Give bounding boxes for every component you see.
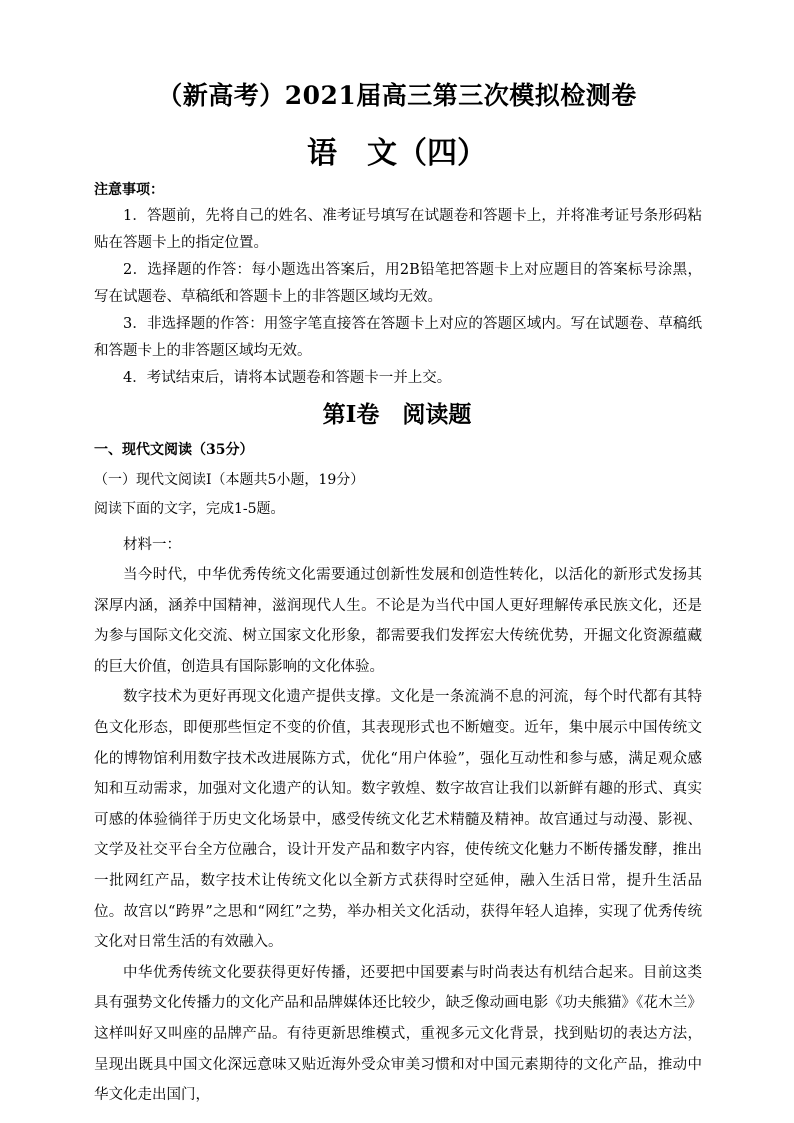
notice-item: 1．答题前，先将自己的姓名、准考证号填写在试题卷和答题卡上，并将准考证号条形码粘贴在答题卡上的指定位置。 [94, 208, 702, 251]
article-paragraph: 中华优秀传统文化要获得更好传播，还要把中国要素与时尚表达有机结合起来。目前这类具有强势文化传播力的文化产品和品牌媒体还比较少，缺乏像动画电影《功夫熊猫》《花木兰》这样叫好又叫座的品牌产品。有待更新思维模式，重视多元文化背景，找到贴切的表达方法，呈现出既具中国文化深远意味又贴近海外受众审美习惯和对中国元素期待的文化产品，推动中华文化走出国门， [94, 964, 702, 1104]
subject-title: 语 文（四） [307, 136, 487, 171]
part-heading: 一、现代文阅读（35分） [94, 442, 254, 458]
sub-heading: （一）现代文阅读Ⅰ（本题共5小题，19分） [94, 472, 365, 488]
notice-list [94, 203, 702, 392]
instruction: 阅读下面的文字，完成1-5题。 [94, 501, 285, 517]
notice-heading: 注意事项： [94, 182, 164, 198]
section-title: 第Ⅰ卷 阅读题 [322, 401, 472, 428]
notice-item: 4．考试结束后，请将本试题卷和答题卡一并上交。 [123, 370, 452, 386]
notice-item: 3．非选择题的作答：用签字笔直接答在答题卡上对应的答题区域内。写在试题卷、草稿纸和答题卡上的非答题区域均无效。 [94, 316, 702, 359]
article-body [94, 560, 702, 1111]
material-label: 材料一： [123, 537, 181, 553]
exam-title: （新高考）2021届高三第三次模拟检测卷 [157, 81, 637, 110]
article-paragraph: 当今时代，中华优秀传统文化需要通过创新性发展和创造性转化，以活化的新形式发扬其深厚内涵，涵养中国精神，滋润现代人生。不论是为当代中国人更好理解传承民族文化，还是为参与国际文化交流、树立国家文化形象，都需要我们发挥宏大传统优势，开掘文化资源蕴藏的巨大价值，创造具有国际影响的文化体验。 [94, 567, 702, 675]
notice-item: 2．选择题的作答：每小题选出答案后，用2B铅笔把答题卡上对应题目的答案标号涂黑，写在试题卷、草稿纸和答题卡上的非答题区域均无效。 [94, 262, 702, 305]
article-paragraph: 数字技术为更好再现文化遗产提供支撑。文化是一条流淌不息的河流，每个时代都有其特色文化形态，即便那些恒定不变的价值，其表现形式也不断嬗变。近年，集中展示中国传统文化的博物馆利用数字技术改进展陈方式，优化“用户体验”，强化互动性和参与感，满足观众感知和互动需求，加强对文化遗产的认知。数字敦煌、数字故宫让我们以新鲜有趣的形式、真实可感的体验徜徉于历史文化场景中，感受传统文化艺术精髓及精神。故宫通过与动漫、影视、文学及社交平台全方位融合，设计开发产品和数字内容，使传统文化魅力不断传播发酵，推出一批网红产品，数字技术让传统文化以全新方式获得时空延伸，融入生活日常，提升生活品位。故宫以“跨界”之思和“网红”之势，举办相关文化活动，获得年轻人追捧，实现了优秀传统文化对日常生活的有效融入。 [94, 689, 702, 951]
